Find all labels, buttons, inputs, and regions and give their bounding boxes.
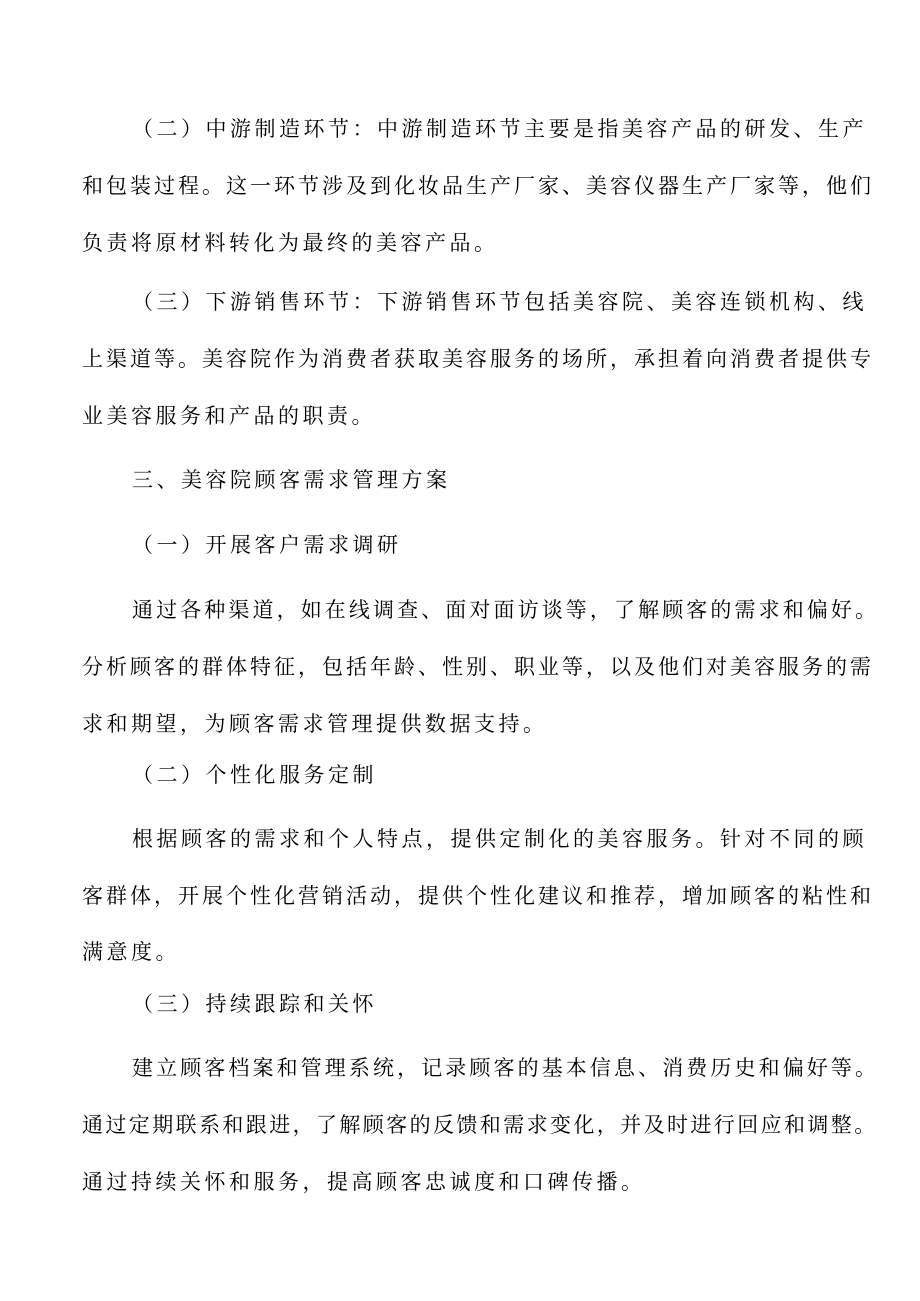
paragraph-customization-line-2: 客群体，开展个性化营销活动，提供个性化建议和推荐，增加顾客的粘性和 — [82, 884, 874, 908]
paragraph-downstream-line-2: 上渠道等。美容院作为消费者获取美容服务的场所，承担着向消费者提供专 — [82, 347, 874, 371]
paragraph-midstream-line-3: 负责将原材料转化为最终的美容产品。 — [82, 231, 499, 255]
paragraph-midstream-line-2: 和包装过程。这一环节涉及到化妆品生产厂家、美容仪器生产厂家等，他们 — [82, 174, 874, 198]
paragraph-research-line-2: 分析顾客的群体特征，包括年龄、性别、职业等，以及他们对美容服务的需 — [82, 655, 874, 679]
paragraph-tracking-line-1: 建立顾客档案和管理系统，记录顾客的基本信息、消费历史和偏好等。 — [132, 1056, 880, 1080]
paragraph-customization-line-3: 满意度。 — [82, 940, 180, 964]
paragraph-midstream-line-1: （二）中游制造环节：中游制造环节主要是指美容产品的研发、生产 — [132, 117, 867, 141]
section-heading: 三、美容院顾客需求管理方案 — [132, 468, 451, 492]
paragraph-downstream-line-3: 业美容服务和产品的职责。 — [82, 404, 376, 428]
paragraph-customization-line-1: 根据顾客的需求和个人特点，提供定制化的美容服务。针对不同的顾 — [132, 827, 867, 851]
paragraph-research-line-3: 求和期望，为顾客需求管理提供数据支持。 — [82, 712, 548, 736]
paragraph-downstream-line-1: （三）下游销售环节：下游销售环节包括美容院、美容连锁机构、线 — [132, 290, 867, 314]
subheading-customization: （二）个性化服务定制 — [132, 763, 377, 787]
subheading-tracking: （三）持续跟踪和关怀 — [132, 992, 377, 1016]
paragraph-tracking-line-3: 通过持续关怀和服务，提高顾客忠诚度和口碑传播。 — [82, 1170, 646, 1194]
paragraph-research-line-1: 通过各种渠道，如在线调查、面对面访谈等，了解顾客的需求和偏好。 — [132, 598, 880, 622]
paragraph-tracking-line-2: 通过定期联系和跟进，了解顾客的反馈和需求变化，并及时进行回应和调整。 — [82, 1113, 878, 1137]
subheading-research: （一）开展客户需求调研 — [132, 533, 402, 557]
